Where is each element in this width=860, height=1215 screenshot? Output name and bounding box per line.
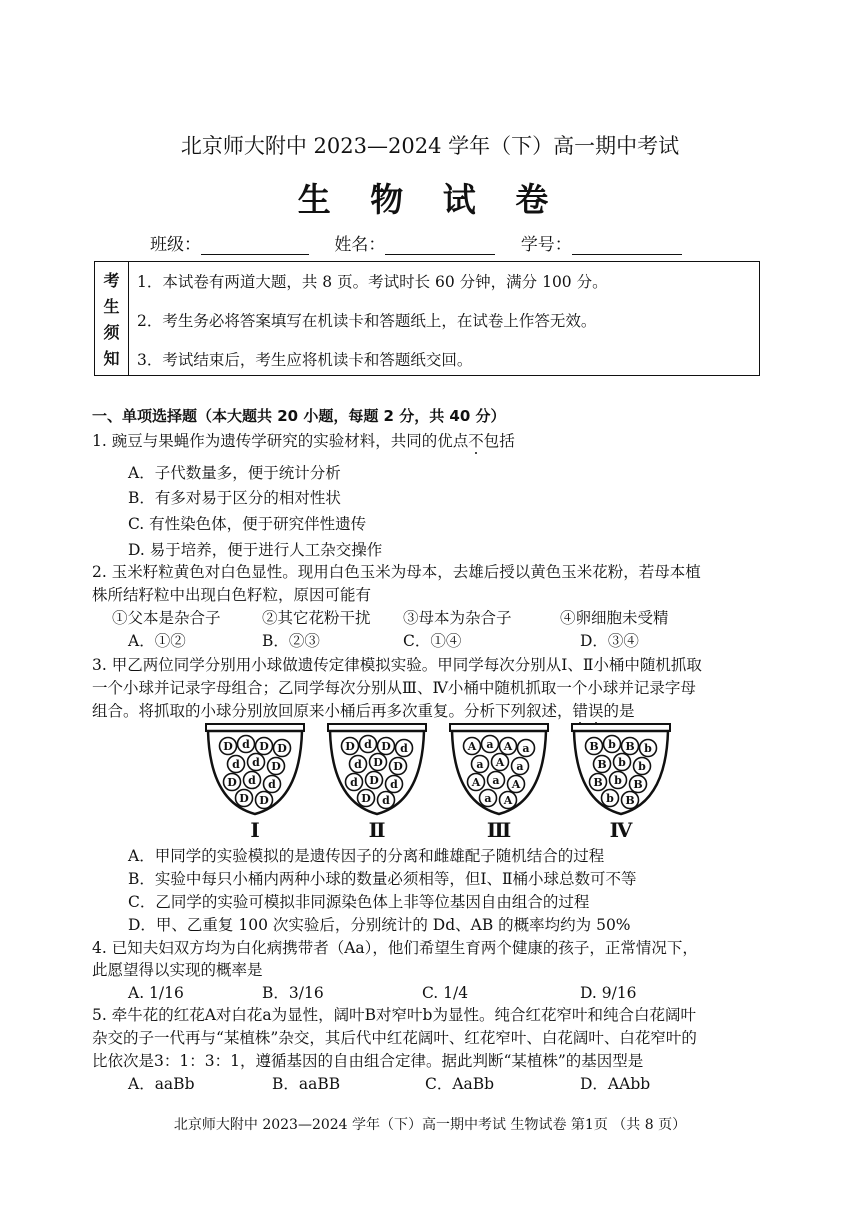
notice-char: 知: [103, 349, 120, 369]
class-field[interactable]: [201, 236, 309, 255]
notice-char: 考: [103, 270, 120, 290]
svg-text:D: D: [345, 740, 355, 753]
svg-text:B: B: [625, 794, 635, 807]
ball: [238, 736, 255, 753]
svg-text:b: b: [638, 760, 646, 773]
svg-text:d: d: [382, 794, 390, 807]
ball: [378, 738, 395, 755]
q3-stem-text: 的是: [603, 702, 635, 720]
ball: [622, 738, 639, 755]
svg-text:D: D: [259, 740, 269, 753]
svg-text:D: D: [373, 756, 383, 769]
ball: [224, 774, 241, 791]
svg-text:A: A: [511, 778, 521, 791]
svg-text:a: a: [522, 742, 530, 755]
notice-item: 1．本试卷有两道大题，共 8 页。考试时长 60 分钟，满分 100 分。: [137, 273, 608, 291]
svg-text:B: B: [593, 776, 603, 789]
ball: [228, 756, 245, 773]
svg-text:b: b: [618, 756, 626, 769]
svg-text:d: d: [268, 778, 276, 791]
q4-stem-line1: 4. 已知夫妇双方均为白化病携带者（Aa），他们希望生育两个健康的孩子，正常情况下，: [92, 939, 698, 957]
q2-stem-line1: 2. 玉米籽粒黄色对白色显性。现用白色玉米为母本，去雄后授以黄色玉米花粉，若母本植: [92, 563, 701, 581]
ball: [512, 758, 529, 775]
q1-stem-text: 包括: [483, 432, 515, 450]
q4-option-d[interactable]: D. 9/16: [580, 984, 637, 1002]
q2-option-a[interactable]: A．①②: [128, 632, 186, 650]
svg-text:D: D: [393, 760, 403, 773]
bucket-label: Ⅱ: [368, 818, 386, 842]
bucket: [572, 724, 670, 842]
ball: [488, 772, 505, 789]
q3-stem-text: 组合。将抓取的小球分别放回原来小桶后再多次重复。分析下列叙述，: [92, 702, 573, 720]
svg-text:B: B: [633, 778, 643, 791]
subject-title: 生 物 试 卷: [297, 180, 563, 219]
ball: [386, 776, 403, 793]
svg-text:A: A: [503, 740, 513, 753]
q5-option-c[interactable]: C．AaBb: [425, 1075, 495, 1093]
ball: [640, 740, 657, 757]
student-info-row: [150, 230, 682, 255]
q2-reason-2: ②其它花粉干扰: [262, 609, 371, 627]
svg-text:A: A: [471, 776, 481, 789]
svg-text:D: D: [271, 760, 281, 773]
q1-option-b[interactable]: B．有多对易于区分的相对性状: [128, 489, 341, 507]
svg-text:b: b: [606, 792, 614, 805]
ball: [390, 758, 407, 775]
q5-option-b[interactable]: B．aaBB: [272, 1075, 341, 1093]
notice-side-label: [95, 262, 129, 375]
ball: [622, 792, 639, 809]
ball: [274, 740, 291, 757]
ball: [482, 736, 499, 753]
ball: [604, 736, 621, 753]
exam-header-title: 北京师大附中 2023—2024 学年（下）高一期中考试: [180, 134, 680, 158]
ball: [256, 738, 273, 755]
ball: [500, 792, 517, 809]
ball: [468, 774, 485, 791]
ball: [248, 754, 265, 771]
svg-text:d: d: [232, 758, 240, 771]
ball: [518, 740, 535, 757]
ball: [236, 790, 253, 807]
svg-text:d: d: [248, 774, 256, 787]
svg-text:d: d: [350, 776, 358, 789]
ball: [602, 790, 619, 807]
svg-text:d: d: [242, 738, 250, 751]
svg-text:D: D: [277, 742, 287, 755]
svg-text:b: b: [644, 742, 652, 755]
ball: [396, 740, 413, 757]
svg-text:a: a: [476, 758, 484, 771]
ball: [360, 736, 377, 753]
q1-stem-text: 1. 豌豆与果蝇作为遗传学研究的实验材料，共同的优点: [92, 432, 469, 450]
ball: [350, 756, 367, 773]
ball: [586, 738, 603, 755]
svg-text:B: B: [589, 740, 599, 753]
notice-item: 3．考试结束后，考生应将机读卡和答题纸交回。: [137, 351, 473, 369]
ball: [220, 738, 237, 755]
ball: [634, 758, 651, 775]
svg-text:B: B: [625, 740, 635, 753]
svg-text:A: A: [467, 740, 477, 753]
q2-reason-4: ④卵细胞未受精: [560, 609, 669, 627]
svg-text:A: A: [495, 756, 505, 769]
q3-option-b[interactable]: B．实验中每只小桶内两种小球的数量必须相等，但Ⅰ、Ⅱ桶小球总数可不等: [128, 870, 637, 888]
q3-option-c[interactable]: C．乙同学的实验可模拟非同源染色体上非等位基因自由组合的过程: [128, 893, 590, 911]
bucket-label: Ⅳ: [609, 818, 633, 842]
question-1-stem: [92, 430, 515, 452]
ball: [342, 738, 359, 755]
q5-option-d[interactable]: D．AAbb: [580, 1075, 651, 1093]
ball: [500, 738, 517, 755]
ball: [370, 754, 387, 771]
q2-option-c[interactable]: C．①④: [403, 632, 462, 650]
student-id-label: 学号：: [520, 235, 572, 255]
q5-option-a[interactable]: A．aaBb: [128, 1075, 195, 1093]
ball: [614, 754, 631, 771]
q3-stem-line1: 3. 甲乙两位同学分别用小球做遗传定律模拟实验。甲同学每次分别从Ⅰ、Ⅱ小桶中随机抓取: [92, 656, 702, 674]
bucket: [328, 724, 426, 842]
name-field[interactable]: [385, 236, 495, 255]
bucket: [450, 724, 548, 842]
bucket-figure: [200, 722, 720, 844]
emphasis-char: 不: [468, 432, 484, 450]
svg-text:d: d: [364, 738, 372, 751]
emphasis-char: 误: [588, 702, 604, 720]
q3-option-d[interactable]: D．甲、乙重复 100 次实验后，分别统计的 Dd、AB 的概率均约为 50%: [128, 916, 631, 934]
q4-stem-line2: 此愿望得以实现的概率是: [92, 961, 263, 979]
svg-text:B: B: [597, 758, 607, 771]
q5-stem-line1: 5. 牵牛花的红花A对白花a为显性，阔叶B对窄叶b为显性。纯合红花窄叶和纯合白花阔叶: [92, 1006, 696, 1024]
svg-text:d: d: [354, 758, 362, 771]
notice-box: [94, 261, 760, 376]
q4-option-a[interactable]: A. 1/16: [128, 984, 184, 1002]
svg-text:d: d: [400, 742, 408, 755]
ball: [378, 792, 395, 809]
q5-stem-line3: 比依次是3：1：3：1，遵循基因的自由组合定律。据此判断“某植株”的基因型是: [92, 1052, 644, 1070]
q3-option-a[interactable]: A．甲同学的实验模拟的是遗传因子的分离和雌雄配子随机结合的过程: [128, 847, 605, 865]
ball: [480, 790, 497, 807]
svg-text:d: d: [252, 756, 260, 769]
ball: [268, 758, 285, 775]
q2-option-b[interactable]: B．②③: [262, 632, 320, 650]
q4-option-b[interactable]: B．3/16: [262, 984, 324, 1002]
svg-text:a: a: [484, 792, 492, 805]
q5-stem-line2: 杂交的子一代再与“某植株”杂交，其后代中红花阔叶、红花窄叶、白花阔叶、白花窄叶的: [92, 1029, 697, 1047]
ball: [244, 772, 261, 789]
svg-text:D: D: [381, 740, 391, 753]
q3-stem-line2: 一个小球并记录字母组合；乙同学每次分别从Ⅲ、Ⅳ小桶中随机抓取一个小球并记录字母: [92, 679, 696, 697]
svg-text:A: A: [503, 794, 513, 807]
svg-text:a: a: [486, 738, 494, 751]
ball: [472, 756, 489, 773]
ball: [464, 738, 481, 755]
svg-text:D: D: [223, 740, 233, 753]
svg-text:b: b: [614, 774, 622, 787]
q2-reason-1: ①父本是杂合子: [112, 609, 221, 627]
emphasis-char: 错: [572, 702, 589, 720]
q3-stem-line3: [92, 700, 635, 722]
q2-reason-3: ③母本为杂合子: [403, 609, 512, 627]
ball: [590, 774, 607, 791]
q1-option-a[interactable]: A．子代数量多，便于统计分析: [128, 464, 341, 482]
ball: [610, 772, 627, 789]
class-label: 班级：: [150, 235, 201, 255]
student-id-field[interactable]: [572, 236, 682, 255]
svg-text:D: D: [239, 792, 249, 805]
svg-text:b: b: [608, 738, 616, 751]
bucket-label: Ⅰ: [250, 818, 260, 842]
ball: [264, 776, 281, 793]
ball: [366, 772, 383, 789]
ball: [256, 792, 273, 809]
ball: [492, 754, 509, 771]
bucket-label: Ⅲ: [486, 818, 512, 842]
svg-text:a: a: [492, 774, 500, 787]
q4-option-c[interactable]: C. 1/4: [422, 984, 469, 1002]
ball: [358, 790, 375, 807]
q1-option-d[interactable]: D. 易于培养，便于进行人工杂交操作: [128, 541, 383, 559]
ball: [594, 756, 611, 773]
svg-text:D: D: [227, 776, 237, 789]
bucket: [206, 724, 304, 842]
svg-text:d: d: [390, 778, 398, 791]
q2-option-d[interactable]: D．③④: [580, 632, 639, 650]
notice-char: 须: [103, 323, 120, 343]
q2-stem-line2: 株所结籽粒中出现白色籽粒，原因可能有: [92, 586, 372, 604]
q1-option-c[interactable]: C. 有性染色体，便于研究伴性遗传: [128, 515, 367, 533]
ball: [630, 776, 647, 793]
notice-item: 2．考生务必将答案填写在机读卡和答题纸上，在试卷上作答无效。: [137, 312, 597, 330]
svg-text:D: D: [361, 792, 371, 805]
svg-text:a: a: [516, 760, 524, 773]
ball: [346, 774, 363, 791]
name-label: 姓名：: [334, 235, 386, 255]
section-heading: 一、单项选择题（本大题共 20 小题，每题 2 分，共 40 分）: [92, 407, 506, 425]
svg-text:D: D: [259, 794, 269, 807]
svg-text:D: D: [369, 774, 379, 787]
notice-char: 生: [103, 296, 120, 316]
page-footer: 北京师大附中 2023—2024 学年（下）高一期中考试 生物试卷 第1页 （共 8 页）: [173, 1117, 687, 1133]
ball: [508, 776, 525, 793]
